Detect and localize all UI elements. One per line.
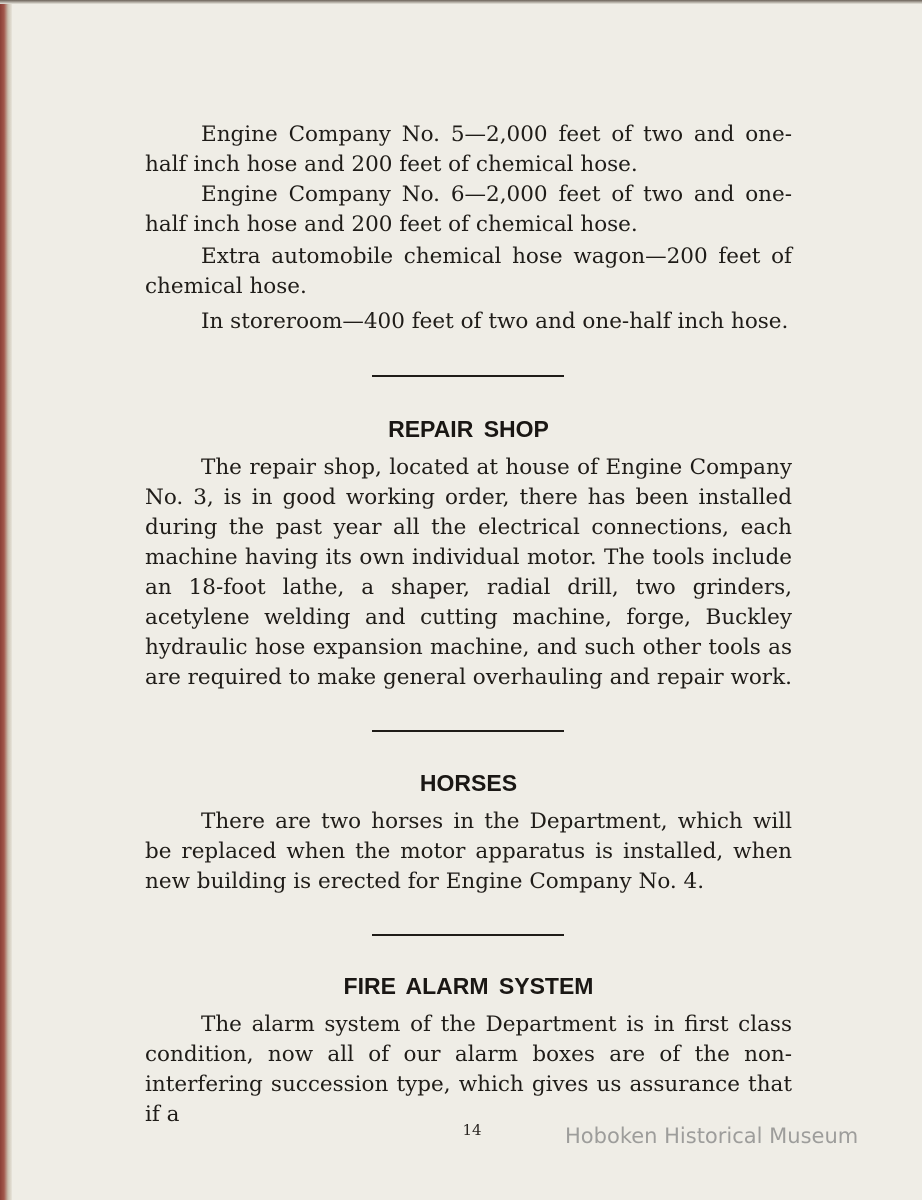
section-divider <box>372 375 564 377</box>
hose-paragraph-engine-5: Engine Company No. 5—2,000 feet of two and one-half inch hose and 200 feet of chemical hose. <box>145 122 792 177</box>
horses-paragraph: There are two horses in the Department, which will be replaced when the motor apparatus is installed, when new building is erected for Engine Company No. 4. <box>145 809 792 894</box>
horses-heading: HORSES <box>419 770 518 796</box>
section-divider <box>372 730 564 732</box>
section-divider <box>372 934 564 936</box>
page-number: 14 <box>462 1121 482 1139</box>
fire-alarm-paragraph: The alarm system of the Department is in first class condition, now all of our alarm boxes are of the non-interfering succession type, which gives us assurance that if a <box>145 1012 792 1127</box>
fire-alarm-heading: FIRE ALARM SYSTEM <box>343 973 594 999</box>
book-spine-edge <box>0 0 12 1200</box>
page-top-edge <box>0 0 922 4</box>
hose-paragraph-storeroom: In storeroom—400 feet of two and one-half inch hose. <box>201 309 789 334</box>
repair-shop-heading: REPAIR SHOP <box>388 416 549 442</box>
hose-paragraph-engine-6: Engine Company No. 6—2,000 feet of two and one-half inch hose and 200 feet of chemical hose. <box>145 182 792 237</box>
hose-paragraph-chemical-wagon: Extra automobile chemical hose wagon—200 feet of chemical hose. <box>145 244 792 299</box>
museum-watermark: Hoboken Historical Museum <box>565 1124 859 1148</box>
repair-shop-paragraph: The repair shop, located at house of Engine Company No. 3, is in good working order, there has been installed during the past year all the electrical connections, each machine having its own individual motor. The tools include an 18-foot lathe, a shaper, radial drill, two grinders, acetylene welding and cutting machine, forge, Buckley hydraulic hose expansion machine, and such other tools as are required to make general overhauling and repair work. <box>145 455 792 690</box>
